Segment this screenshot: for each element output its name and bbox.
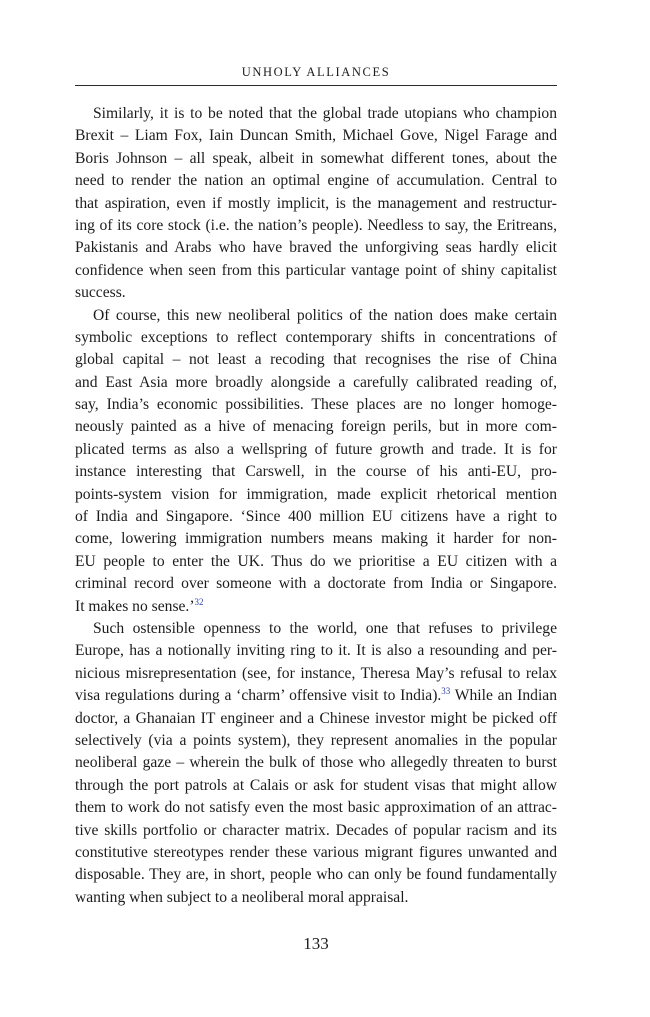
text-line (75, 573, 557, 595)
line-text: symbolic exceptions to reflect contemporary shifts in concentrations of (75, 328, 557, 346)
line-text: say, India’s economic possibilities. These places are no longer homoge- (75, 396, 557, 414)
line-text: nicious misrepresentation (see, for instance, Theresa May’s refusal to relax (75, 664, 557, 682)
text-line (75, 663, 557, 685)
line-text: constitutive stereotypes render these various migrant figures unwanted and (75, 843, 557, 861)
running-head: UNHOLY ALLIANCES (241, 65, 391, 79)
line-text: visa regulations during a ‘charm’ offensive visit to India). (75, 687, 442, 705)
line-text: disposable. They are, in short, people who can only be found fundamentally (75, 866, 557, 884)
text-line (75, 842, 557, 864)
body-text (75, 103, 557, 909)
footnote-marker[interactable]: 33 (441, 686, 451, 697)
line-text: doctor, a Ghanaian IT engineer and a Chinese investor might be picked off (75, 709, 557, 727)
text-line (75, 125, 557, 147)
text-line (75, 237, 557, 259)
line-text: success. (75, 284, 126, 302)
line-text: through the port patrols at Calais or ask for student visas that might allow (75, 776, 557, 794)
line-text: of India and Singapore. ‘Since 400 million EU citizens have a right to (75, 508, 557, 526)
text-line (75, 372, 557, 394)
line-text: them to work do not satisfy even the most basic approximation of an attrac- (75, 799, 557, 817)
line-text: plicated terms as also a wellspring of future growth and trade. It is for (75, 440, 557, 458)
text-line (75, 596, 557, 618)
line-text: neoliberal gaze – wherein the bulk of those who allegedly threaten to burst (75, 754, 557, 772)
text-line (75, 416, 557, 438)
paragraph (75, 618, 557, 909)
line-text: come, lowering immigration numbers means making it harder for non- (75, 530, 557, 548)
line-text: EU people to enter the UK. Thus do we prioritise a EU citizen with a (75, 552, 557, 570)
text-line (75, 103, 557, 125)
text-line (75, 148, 557, 170)
text-line (75, 170, 557, 192)
text-line (75, 260, 557, 282)
page-number: 133 (303, 934, 329, 953)
line-text: instance interesting that Carswell, in the course of his anti-EU, pro- (75, 463, 557, 481)
line-text: ing of its core stock (i.e. the nation’s people). Needless to say, the Eritreans, (75, 216, 557, 234)
line-text: tive skills portfolio or character matrix. Decades of popular racism and its (75, 821, 557, 839)
text-line (75, 506, 557, 528)
line-text: neously painted as a hive of menacing foreign perils, but in more com- (75, 418, 557, 436)
line-text: points-system vision for immigration, made explicit rhetorical mention (75, 485, 557, 503)
line-text: Similarly, it is to be noted that the global trade utopians who champion (93, 105, 557, 122)
text-line (75, 752, 557, 774)
line-text: Brexit – Liam Fox, Iain Duncan Smith, Michael Gove, Nigel Farage and (75, 127, 557, 145)
text-line (75, 282, 557, 304)
text-line (75, 484, 557, 506)
text-line (75, 528, 557, 550)
text-line (75, 820, 557, 842)
text-line (75, 685, 557, 707)
text-line (75, 193, 557, 215)
line-text: It makes no sense.’ (75, 597, 195, 615)
text-line (75, 887, 557, 909)
header-rule (75, 85, 557, 86)
line-text: Europe, has a notionally inviting ring to it. It is also a resounding and per- (75, 642, 557, 660)
text-line (75, 708, 557, 730)
text-line (75, 327, 557, 349)
line-text: Pakistanis and Arabs who have braved the unforgiving seas hardly elicit (75, 239, 557, 257)
text-line (75, 775, 557, 797)
text-line (75, 215, 557, 237)
line-text: global capital – not least a recoding that recognises the rise of China (75, 351, 557, 369)
line-text: confidence when seen from this particular vantage point of shiny capitalist (75, 261, 557, 279)
text-line (75, 730, 557, 752)
text-line (75, 551, 557, 573)
text-line (75, 618, 557, 640)
text-line (75, 394, 557, 416)
text-line (75, 797, 557, 819)
text-line (75, 864, 557, 886)
line-text: Boris Johnson – all speak, albeit in somewhat different tones, about the (75, 149, 557, 167)
text-line (75, 640, 557, 662)
text-line (75, 439, 557, 461)
line-text: criminal record over someone with a doctorate from India or Singapore. (75, 575, 557, 593)
line-text: need to render the nation an optimal engine of accumulation. Central to (75, 172, 557, 190)
line-text: that aspiration, even if mostly implicit, is the management and restructur- (75, 194, 557, 212)
line-text-continued: While an Indian (450, 687, 557, 705)
footnote-marker[interactable]: 32 (194, 596, 204, 607)
line-text: Of course, this new neoliberal politics of the nation does make certain (93, 306, 557, 324)
line-text: selectively (via a points system), they represent anomalies in the popular (75, 731, 557, 749)
line-text: Such ostensible openness to the world, one that refuses to privilege (93, 619, 557, 637)
text-line (75, 305, 557, 327)
paragraph (75, 103, 557, 305)
paragraph (75, 305, 557, 618)
line-text: and East Asia more broadly alongside a carefully calibrated reading of, (75, 373, 557, 391)
text-line (75, 461, 557, 483)
line-text: wanting when subject to a neoliberal moral appraisal. (75, 888, 409, 906)
text-line (75, 349, 557, 371)
